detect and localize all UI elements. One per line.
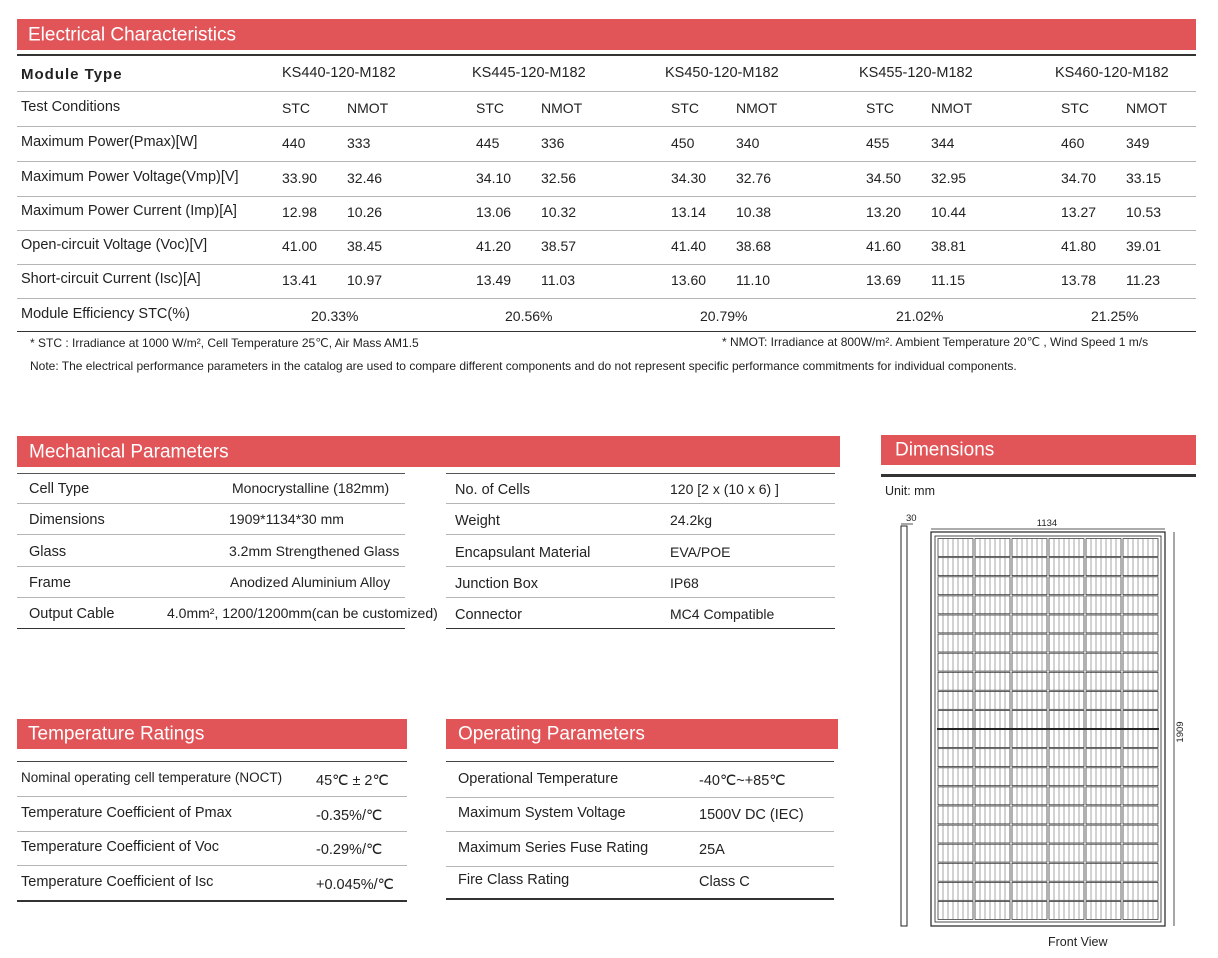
cell-value: 34.50	[866, 170, 902, 186]
cell-value: 32.95	[931, 170, 967, 186]
temperature-header-bar	[17, 719, 407, 749]
cell-value: 10.97	[347, 272, 383, 288]
row-divider	[17, 264, 1196, 265]
efficiency-label: Module Efficiency STC(%)	[21, 306, 190, 322]
cell-value: 336	[541, 135, 565, 151]
row-divider	[17, 534, 405, 535]
cell-value: 460	[1061, 135, 1085, 151]
cell-value: NMOT	[931, 100, 973, 116]
dimensions-header-bar	[881, 435, 1196, 465]
cell-value: NMOT	[347, 100, 389, 116]
mech-right-value: MC4 Compatible	[670, 606, 775, 622]
mech-left-top-rule	[17, 473, 405, 474]
oper-value: 25A	[699, 842, 725, 858]
cell-value: 10.53	[1126, 204, 1162, 220]
row-label: Maximum Power Voltage(Vmp)[V]	[21, 169, 239, 185]
dimensions-title: Dimensions	[895, 439, 995, 461]
electrical-title: Electrical Characteristics	[28, 24, 236, 45]
row-divider	[17, 628, 405, 629]
cell-value: 41.20	[476, 238, 512, 254]
cell-value: 13.14	[671, 204, 707, 220]
thickness-dimension-label: 30	[906, 513, 917, 524]
cell-value: 13.27	[1061, 204, 1097, 220]
row-label: Open-circuit Voltage (Voc)[V]	[21, 237, 208, 253]
temp-value: -0.29%/℃	[316, 842, 383, 858]
oper-value: 1500V DC (IEC)	[699, 807, 804, 823]
panel-front-view-drawing	[895, 510, 1195, 930]
mech-left-value: 1909*1134*30 mm	[229, 511, 344, 527]
mech-left-label: Cell Type	[29, 481, 90, 497]
mechanical-title: Mechanical Parameters	[29, 441, 229, 462]
operating-title: Operating Parameters	[458, 723, 645, 745]
cell-value: NMOT	[541, 100, 583, 116]
cell-value: STC	[866, 100, 894, 116]
cell-value: 11.10	[736, 272, 770, 288]
temp-value: +0.045%/℃	[316, 877, 394, 893]
mech-right-value: 120 [2 x (10 x 6) ]	[670, 481, 779, 497]
efficiency-value: 20.79%	[700, 308, 748, 324]
mech-right-label: Encapsulant Material	[455, 545, 591, 561]
cell-value: 11.23	[1126, 272, 1160, 288]
cell-value: NMOT	[736, 100, 778, 116]
mech-left-value: Anodized Aluminium Alloy	[230, 574, 391, 590]
module-type-label: Module Type	[21, 66, 123, 83]
cell-value: 13.06	[476, 204, 512, 220]
mech-left-label: Dimensions	[29, 512, 105, 528]
oper-label: Fire Class Rating	[458, 872, 570, 888]
row-divider	[17, 196, 1196, 197]
row-divider	[446, 898, 834, 900]
row-label: Maximum Power Current (Imp)[A]	[21, 203, 237, 219]
cell-value: 333	[347, 135, 371, 151]
cell-value: 38.81	[931, 238, 967, 254]
model-name: KS445-120-M182	[472, 65, 586, 81]
cell-value: 440	[282, 135, 306, 151]
row-divider	[17, 503, 405, 504]
row-divider	[17, 230, 1196, 231]
cell-value: 13.49	[476, 272, 512, 288]
panel-side-frame	[901, 526, 907, 926]
temp-label: Temperature Coefficient of Isc	[21, 874, 214, 890]
cell-value: 455	[866, 135, 890, 151]
row-divider	[17, 566, 405, 567]
cell-value: STC	[1061, 100, 1089, 116]
temperature-title: Temperature Ratings	[28, 723, 205, 745]
cell-value: 13.41	[282, 272, 318, 288]
oper-label: Operational Temperature	[458, 771, 619, 787]
mech-left-value: 4.0mm², 1200/1200mm(can be customized)	[167, 605, 438, 621]
height-dimension-label: 1909	[1175, 721, 1186, 743]
temp-label: Temperature Coefficient of Pmax	[21, 805, 232, 821]
row-divider	[446, 797, 834, 798]
row-divider	[17, 597, 405, 598]
cell-value: 39.01	[1126, 238, 1162, 254]
mechanical-header-bar	[17, 436, 840, 467]
oper-value: -40℃~+85℃	[699, 773, 786, 789]
cell-value: 13.69	[866, 272, 902, 288]
operating-header-bar	[446, 719, 838, 749]
cell-value: 349	[1126, 135, 1150, 151]
cell-value: 34.10	[476, 170, 512, 186]
model-name: KS460-120-M182	[1055, 65, 1169, 81]
electrical-bottom-rule	[17, 331, 1196, 332]
row-divider	[446, 503, 835, 504]
cell-value: 12.98	[282, 204, 318, 220]
row-divider	[446, 566, 835, 567]
mech-left-value: Monocrystalline (182mm)	[232, 480, 390, 496]
cell-value: 33.90	[282, 170, 318, 186]
cell-value: 33.15	[1126, 170, 1162, 186]
row-divider	[17, 298, 1196, 299]
oper-label: Maximum System Voltage	[458, 805, 626, 821]
nmot-note: * NMOT: Irradiance at 800W/m². Ambient Temperature 20℃ , Wind Speed 1 m/s	[722, 335, 1149, 349]
row-divider	[446, 597, 835, 598]
cell-value: 32.46	[347, 170, 383, 186]
cell-value: 445	[476, 135, 500, 151]
model-name: KS440-120-M182	[282, 65, 396, 81]
efficiency-value: 21.02%	[896, 308, 944, 324]
unit-label: Unit: mm	[885, 484, 935, 498]
mech-right-label: Connector	[455, 607, 522, 623]
cell-value: 10.44	[931, 204, 967, 220]
cell-value: 344	[931, 135, 955, 151]
temp-top-rule	[17, 761, 407, 762]
oper-label: Maximum Series Fuse Rating	[458, 840, 649, 856]
cell-value: 13.78	[1061, 272, 1097, 288]
efficiency-value: 21.25%	[1091, 308, 1139, 324]
front-view-label: Front View	[1048, 935, 1108, 949]
electrical-top-rule	[17, 54, 1196, 56]
cell-value: 41.00	[282, 238, 318, 254]
cell-value: 41.40	[671, 238, 707, 254]
width-dimension-label: 1134	[1036, 518, 1058, 529]
efficiency-value: 20.33%	[311, 308, 359, 324]
cell-value: 32.76	[736, 170, 772, 186]
cell-value: STC	[476, 100, 504, 116]
dimensions-rule	[881, 474, 1196, 477]
row-divider	[17, 900, 407, 902]
cell-value: 11.15	[931, 272, 965, 288]
stc-note: * STC : Irradiance at 1000 W/m², Cell Temperature 25℃, Air Mass AM1.5	[30, 336, 419, 350]
mech-right-label: Junction Box	[455, 576, 539, 592]
oper-value: Class C	[699, 874, 750, 890]
row-divider	[446, 831, 834, 832]
row-label: Test Conditions	[21, 99, 121, 115]
temp-label: Temperature Coefficient of Voc	[21, 839, 220, 855]
mech-right-label: No. of Cells	[455, 482, 530, 498]
temp-value: 45℃ ± 2℃	[316, 773, 389, 789]
cell-value: 13.20	[866, 204, 902, 220]
mech-right-value: IP68	[670, 575, 699, 591]
cell-value: 34.30	[671, 170, 707, 186]
cell-value: 38.45	[347, 238, 383, 254]
mech-right-value: EVA/POE	[670, 544, 731, 560]
cell-value: 450	[671, 135, 695, 151]
cell-value: 38.57	[541, 238, 577, 254]
cell-value: 34.70	[1061, 170, 1097, 186]
cell-value: STC	[282, 100, 310, 116]
row-divider	[17, 91, 1196, 92]
cell-value: 41.80	[1061, 238, 1097, 254]
row-label: Short-circuit Current (Isc)[A]	[21, 271, 201, 287]
mech-right-value: 24.2kg	[670, 512, 713, 528]
cell-value: 13.60	[671, 272, 707, 288]
mech-left-label: Output Cable	[29, 606, 115, 622]
cell-value: STC	[671, 100, 699, 116]
cell-value: 10.38	[736, 204, 772, 220]
cell-value: 32.56	[541, 170, 577, 186]
mech-right-top-rule	[446, 473, 835, 474]
row-divider	[446, 628, 835, 629]
row-divider	[446, 866, 834, 867]
cell-value: 11.03	[541, 272, 575, 288]
temp-label: Nominal operating cell temperature (NOCT)	[21, 770, 283, 785]
cell-value: 10.26	[347, 204, 383, 220]
mech-right-label: Weight	[455, 513, 500, 529]
cell-value: 38.68	[736, 238, 772, 254]
row-label: Maximum Power(Pmax)[W]	[21, 134, 198, 150]
row-divider	[17, 796, 407, 797]
cell-value: 10.32	[541, 204, 577, 220]
model-name: KS455-120-M182	[859, 65, 973, 81]
cell-value: 340	[736, 135, 760, 151]
row-divider	[17, 831, 407, 832]
temp-value: -0.35%/℃	[316, 808, 383, 824]
model-name: KS450-120-M182	[665, 65, 779, 81]
mech-left-value: 3.2mm Strengthened Glass	[229, 543, 400, 559]
efficiency-value: 20.56%	[505, 308, 553, 324]
row-divider	[17, 865, 407, 866]
catalog-note: Note: The electrical performance parameters in the catalog are used to compare different components and do not represent specific performance commitments for individual components.	[30, 359, 1017, 373]
electrical-header-bar	[17, 19, 1196, 50]
mech-left-label: Frame	[29, 575, 71, 591]
row-divider	[17, 126, 1196, 127]
cell-value: NMOT	[1126, 100, 1168, 116]
row-divider	[446, 534, 835, 535]
mech-left-label: Glass	[29, 544, 67, 560]
row-divider	[17, 161, 1196, 162]
cell-value: 41.60	[866, 238, 902, 254]
oper-top-rule	[446, 761, 834, 762]
